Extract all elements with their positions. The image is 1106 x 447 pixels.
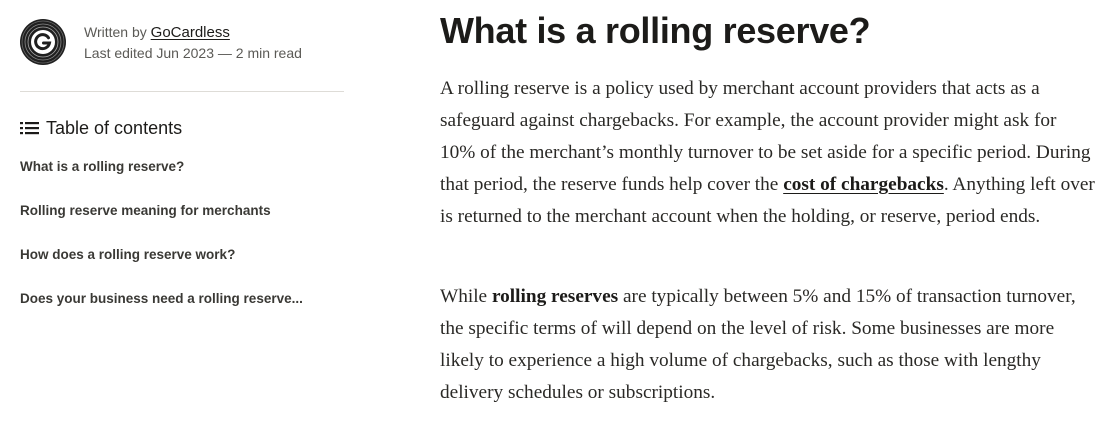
gocardless-logo-icon [20,19,66,65]
paragraph-2 [440,281,1096,409]
paragraph-2-text-b: are typically between 5% and 15% of transaction turnover, the specific terms of will depend on the level of risk. Some businesses are more likely to experience a high volume of chargebacks, such as those with lengthy delivery schedules or subscriptions. [440,286,1076,403]
written-by-label: Written by [84,23,147,40]
toc-list [20,157,344,333]
toc-item-need[interactable]: Does your business need a rolling reserve... [20,291,303,306]
paragraph-1-text-b: . Anything left over is returned to the merchant account when the holding, or reserve, period ends. [440,174,1095,227]
sidebar [20,18,344,333]
last-edited-text: Last edited Jun 2023 — 2 min read [84,44,302,61]
author-link[interactable]: GoCardless [150,23,230,41]
toc-title: Table of contents [46,117,183,138]
article [440,8,1096,409]
toc-item-meaning[interactable]: Rolling reserve meaning for merchants [20,203,271,218]
author-meta [84,22,302,63]
toc-item-what-is[interactable]: What is a rolling reserve? [20,159,185,174]
cost-of-chargebacks-link[interactable]: cost of chargebacks [783,174,944,195]
toc-header [20,117,344,139]
list-icon [20,121,39,135]
paragraph-1 [440,73,1096,233]
article-heading: What is a rolling reserve? [440,10,871,51]
paragraph-1-text-a: A rolling reserve is a policy used by merchant account providers that acts as a safeguard against chargebacks. For example, the account provider might ask for 10% of the merchant’s monthly turnover to be set aside for a specific period. During that period, the reserve funds help cover the [440,78,1091,195]
toc-item-how-it-works[interactable]: How does a rolling reserve work? [20,247,236,262]
divider [20,91,344,92]
paragraph-2-text-a: While [440,286,492,307]
author-block [20,18,344,66]
rolling-reserves-bold: rolling reserves [491,286,619,307]
